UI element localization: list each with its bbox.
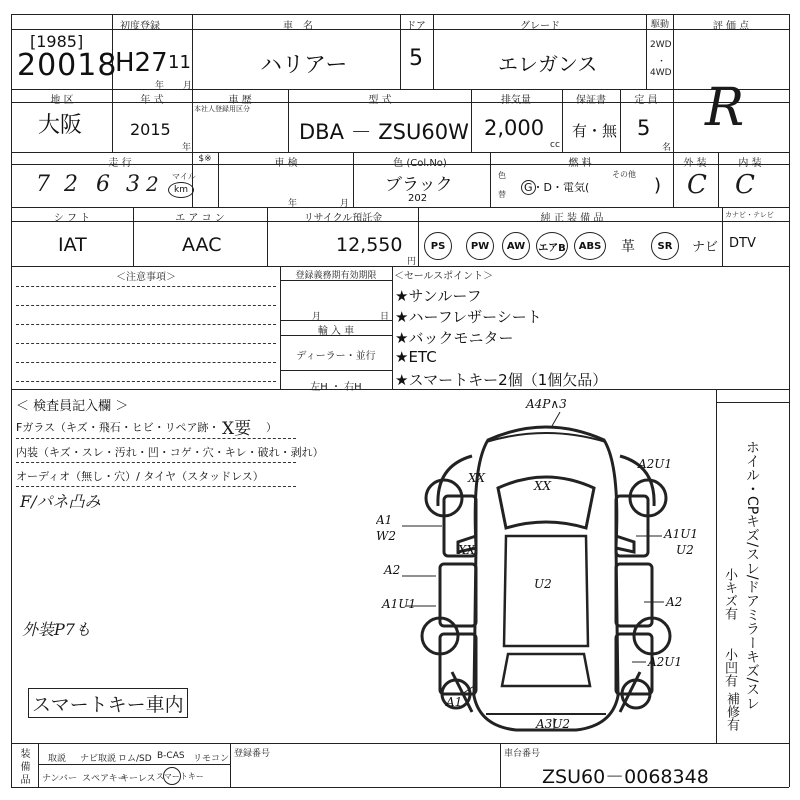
sales-point-1: ★サンルーフ — [395, 287, 482, 305]
mark-left-rear-door: A2 — [384, 563, 401, 577]
parts-rom-sd: ロム/SD — [118, 754, 152, 764]
interior-condition-line: 内装（キズ・スレ・汚れ・凹・コゲ・穴・キレ・破れ・剥れ） — [16, 446, 324, 459]
parts-manual: 取説 — [48, 754, 67, 764]
chassis-number: ZSU60－0068348 — [542, 766, 709, 788]
side-note-repair: 補修有 — [724, 692, 739, 731]
mark-hood: XX — [534, 479, 552, 493]
f-glass-line: Fガラス（キズ・飛石・ヒビ・リペア跡・ — [16, 421, 220, 434]
model-label: 型 式 — [368, 95, 392, 106]
mark-right-rear-door: A2 — [666, 595, 683, 609]
equipment-label: 純 正 装 備 品 — [540, 213, 604, 224]
parts-remote: リモコン — [193, 754, 230, 764]
mark-front-right: A2U1 — [638, 457, 673, 471]
color-change-top: 色 — [498, 171, 506, 180]
displacement-label: 排気量 — [501, 95, 531, 106]
mark-right-door: A1U1 — [664, 527, 699, 541]
mark-roof: U2 — [534, 577, 552, 591]
parts-keyless: キーレス — [120, 774, 156, 784]
model-year: 2015 — [130, 120, 171, 139]
door-label: ドア — [406, 21, 426, 32]
handle-side: 左H ・ 右H — [310, 382, 362, 393]
reg-day-unit: 日 — [380, 312, 390, 322]
shift-label: シ フ ト — [53, 213, 91, 224]
car-name: ハリアー — [260, 53, 348, 78]
chassis-label: 車台番号 — [504, 749, 541, 759]
lot-number: 20018 — [17, 48, 118, 83]
model-code: DBA － ZSU60W — [299, 120, 469, 144]
inspection-month-unit: 月 — [340, 199, 350, 209]
region: 大阪 — [38, 113, 83, 138]
sales-point-5: ★スマートキー2個（1個欠品） — [395, 371, 608, 389]
inspector-note-exterior: 外装P7も — [22, 620, 91, 639]
doors: 5 — [409, 46, 423, 71]
parts-label: 装 備 品 — [18, 748, 29, 785]
mark-rear-bumper: A3U2 — [536, 717, 571, 731]
fuel-options: G・D・電気( — [524, 181, 590, 194]
first-reg-era: H27 — [115, 48, 168, 78]
color-label: 色 (Col.No) — [393, 158, 447, 169]
sales-points-label: ＜セールスポイント＞ — [394, 271, 494, 282]
eval-label: 評 価 点 — [712, 21, 750, 32]
inspector-note-smartkey: スマートキー車内 — [32, 694, 184, 716]
equip-ps: PS — [424, 232, 452, 260]
year-bracket: [1985] — [30, 32, 84, 51]
first-reg-month: 11 — [168, 52, 191, 73]
audio-tire-line: オーディオ（無し・穴）/ タイヤ（スタッドレス） — [16, 470, 264, 483]
equip-dtv: DTV — [729, 236, 756, 251]
grade-label: グレード — [520, 21, 560, 32]
displacement: 2,000 — [484, 116, 545, 140]
side-note-wheel: ホイル・CPキズ/スレ/ドアミラーキズ/スレ — [744, 440, 760, 711]
km-unit: km — [168, 182, 194, 198]
mark-right-quarter: A2U1 — [648, 655, 683, 669]
s-mark-label: $※ — [198, 154, 212, 164]
capacity-unit: 名 — [662, 143, 672, 153]
car-name-label: 車 名 — [283, 21, 313, 32]
equip-leather: 革 — [621, 239, 635, 255]
mileage-digit-4: 3 — [126, 172, 140, 197]
first-reg-label: 初度登録 — [120, 21, 160, 32]
equip-airbag: エアB — [536, 232, 568, 260]
drive-dot: ・ — [657, 57, 667, 67]
mileage-label: 走 行 — [108, 158, 132, 169]
f-glass-close: ） — [266, 421, 277, 434]
model-year-unit: 年 — [182, 143, 192, 153]
drive-label: 駆動 — [650, 20, 670, 30]
mileage-digit-3: 6 — [96, 172, 110, 197]
mark-right-door-u2: U2 — [676, 543, 694, 557]
inspection-year-unit: 年 — [288, 199, 298, 209]
drive-4wd: 4WD — [650, 68, 672, 78]
color-name: ブラック — [385, 175, 453, 195]
fuel-other-label: その他 — [612, 170, 636, 179]
history-label: 車 歴 — [228, 95, 252, 106]
fuel-label: 燃 料 — [568, 158, 592, 169]
evaluation-score: R — [705, 78, 745, 138]
parts-navi-manual: ナビ取説 — [80, 754, 117, 764]
capacity: 5 — [637, 116, 651, 140]
equip-aw: AW — [502, 232, 530, 260]
color-number: 202 — [408, 193, 428, 204]
import-type: ディーラー・並行 — [296, 351, 376, 362]
carnavi-label: カナビ・テレビ — [725, 211, 774, 219]
mileage-digit-5: 2 — [146, 172, 159, 196]
color-change-bottom: 替 — [498, 190, 506, 199]
car-damage-diagram — [376, 396, 716, 742]
exterior-grade: C — [687, 170, 707, 200]
capacity-label: 定 員 — [634, 95, 658, 106]
parts-smart-key: スマートキー — [156, 772, 204, 781]
caution-label: ＜注意事項＞ — [116, 272, 176, 283]
sales-point-3: ★バックモニター — [395, 329, 514, 347]
first-reg-unit-month: 月 — [183, 81, 193, 91]
side-note-dent: 小凹有 — [722, 648, 737, 687]
grade: エレガンス — [498, 52, 598, 76]
equip-abs: ABS — [574, 232, 606, 260]
displacement-unit: cc — [550, 140, 560, 150]
mark-left-door-a1: A1 — [376, 513, 393, 527]
interior-grade: C — [735, 170, 755, 200]
recycle-label: リサイクル預託金 — [303, 213, 383, 224]
exterior-label: 外 装 — [683, 158, 707, 169]
first-reg-unit-year: 年 — [155, 81, 165, 91]
mark-front-left: XX — [468, 471, 486, 485]
inspector-note-panel: F/パネ凸み — [20, 492, 101, 511]
parts-plate: ナンバー — [42, 774, 77, 784]
drive-2wd: 2WD — [650, 40, 672, 50]
recycle-deposit: 12,550 — [336, 234, 403, 256]
mile-unit: マイル — [172, 172, 196, 181]
side-note-scratch: 小キズ有 — [722, 568, 737, 620]
warranty-label: 保証書 — [576, 95, 606, 106]
reg-number-label: 登録番号 — [234, 749, 271, 759]
smart-key-circle-mark — [163, 767, 181, 785]
equip-sr: SR — [651, 232, 679, 260]
mark-left-mirror: XX — [458, 543, 476, 557]
parts-spare-key: スペアキー — [82, 774, 127, 784]
region-label: 地 区 — [50, 95, 74, 106]
mark-left-quarter: A1 — [446, 695, 463, 709]
parts-bcas: B-CAS — [157, 751, 185, 761]
mark-left-door-w2: W2 — [376, 529, 396, 543]
mileage-digit-2: 2 — [64, 172, 78, 197]
recycle-unit: 円 — [407, 257, 417, 267]
sales-point-2: ★ハーフレザーシート — [395, 308, 542, 326]
inspection-label: 車 検 — [274, 158, 298, 169]
warranty: 有・無 — [572, 122, 618, 140]
fuel-close-paren: ) — [654, 175, 662, 196]
model-year-label: 年 式 — [140, 95, 164, 106]
f-glass-mark: X要 — [222, 419, 252, 439]
mileage-digit-1: 7 — [36, 172, 50, 197]
mark-front-bumper: A4P∧3 — [526, 397, 567, 411]
aircon-label: エ ア コ ン — [175, 213, 225, 224]
interior-label: 内 装 — [738, 158, 762, 169]
import-label: 輸 入 車 — [317, 326, 355, 337]
mark-left-sill: A1U1 — [382, 597, 417, 611]
inspector-title: ＜ 検査員記入欄 ＞ — [16, 399, 129, 414]
history-sub-label: 本社人登録用区分 — [194, 105, 250, 113]
shift: IAT — [58, 234, 87, 256]
equip-navi: ナビ — [692, 240, 719, 255]
equip-pw: PW — [466, 232, 494, 260]
sales-point-4: ★ETC — [395, 348, 437, 366]
aircon: AAC — [182, 234, 222, 256]
reg-expiry-label: 登録義務期有効期限 — [295, 271, 377, 281]
reg-month-unit: 月 — [312, 312, 322, 322]
